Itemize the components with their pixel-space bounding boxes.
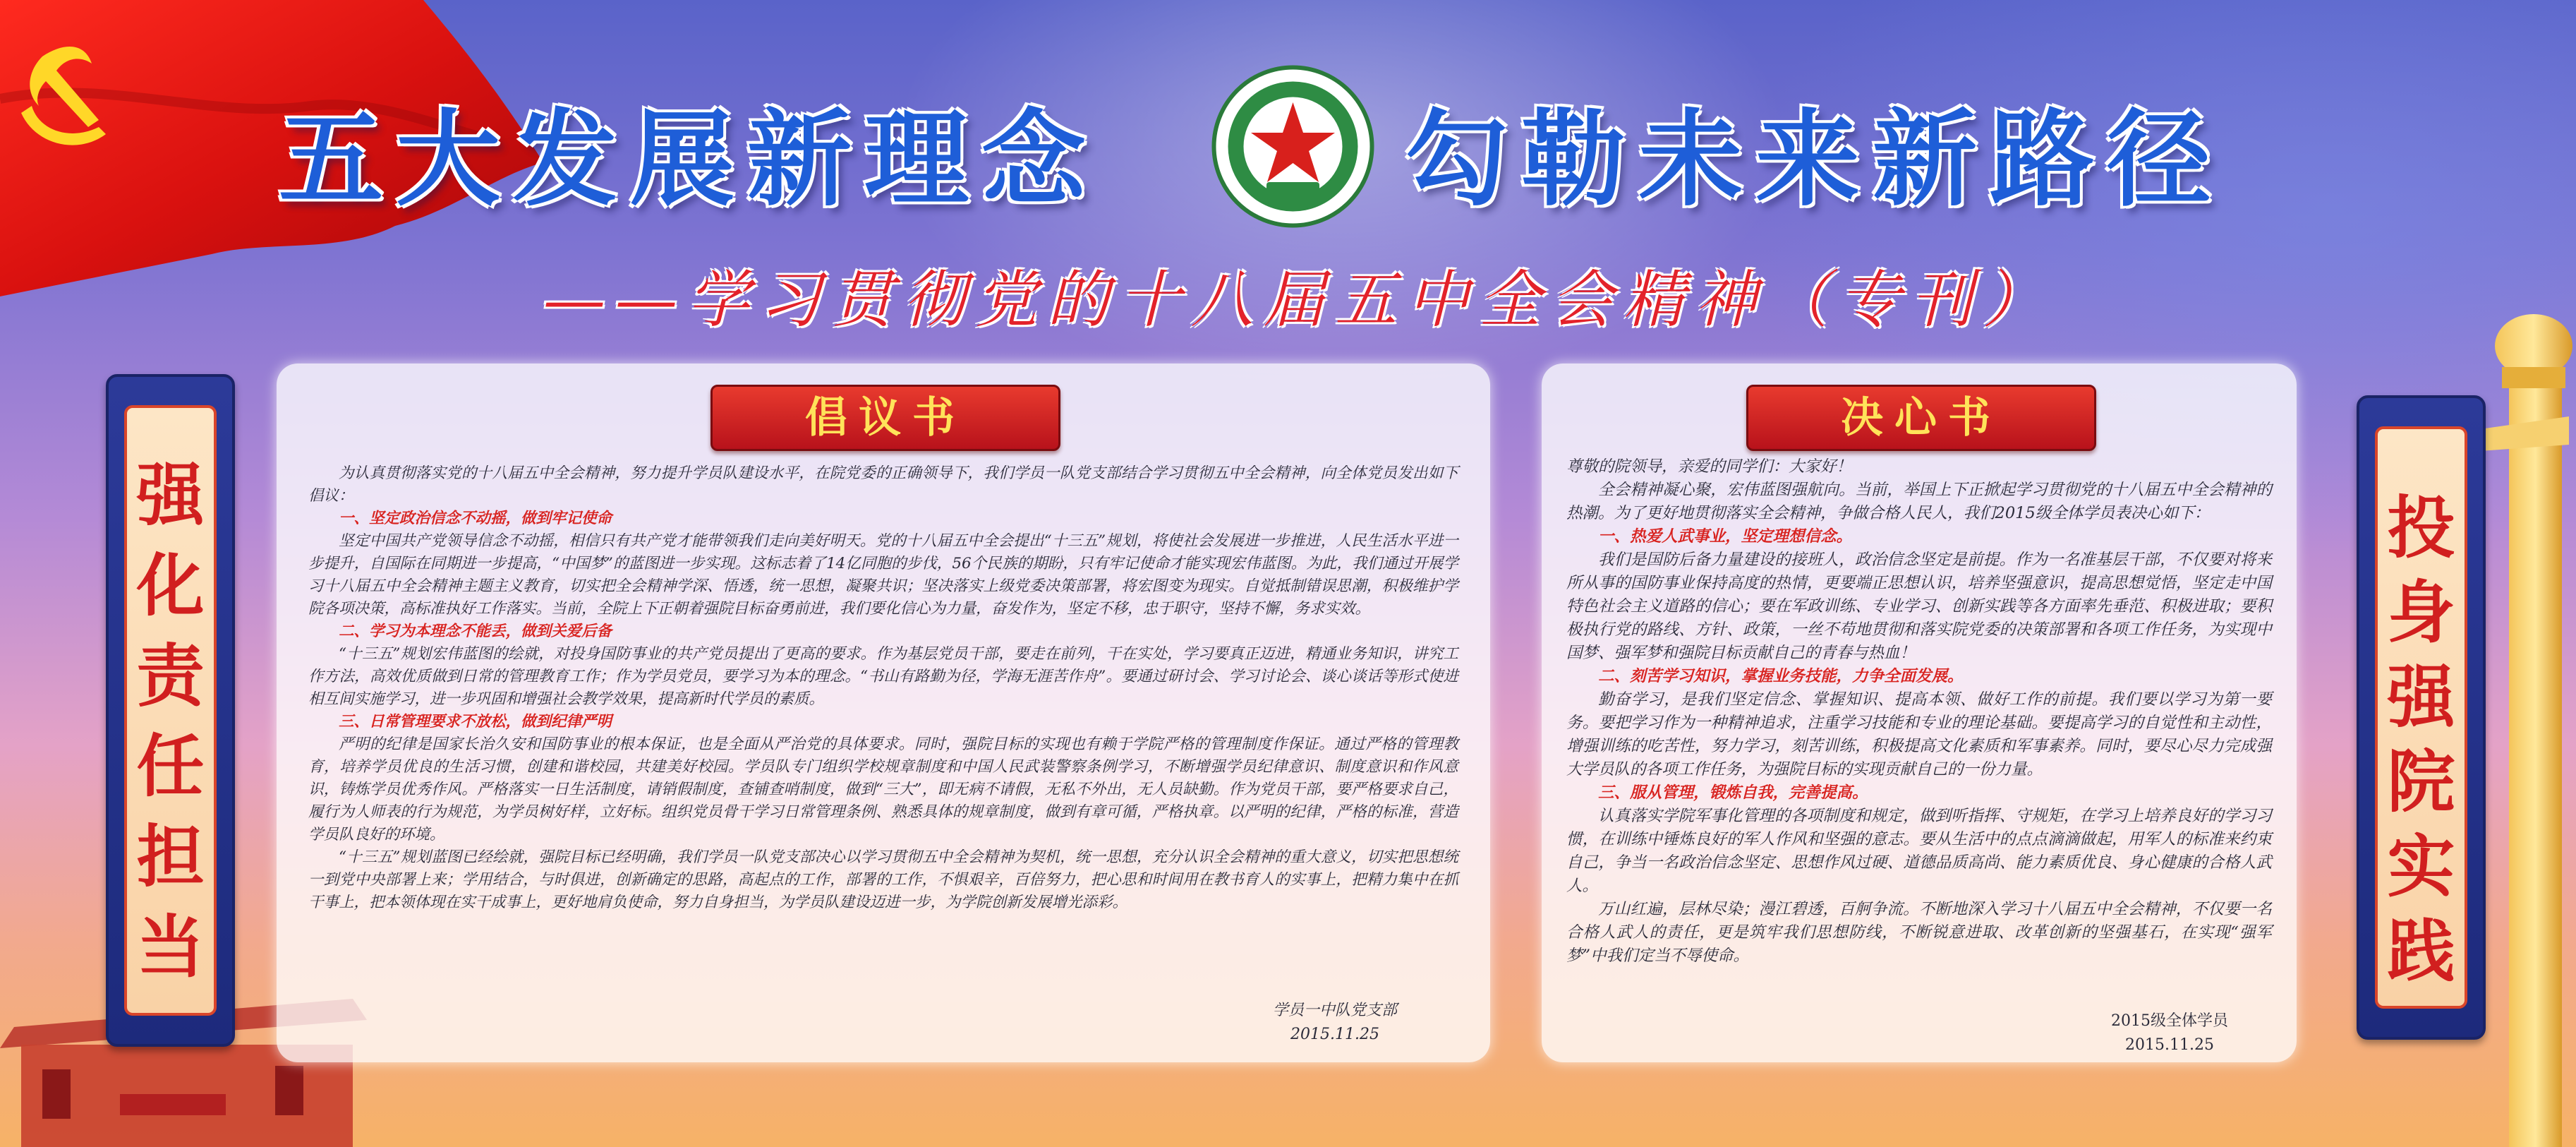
resolution-signature	[2078, 1009, 2261, 1057]
right-banner-text	[2378, 486, 2465, 994]
resolution-greeting: 尊敬的院领导，亲爱的同学们：大家好！	[1566, 457, 1853, 476]
proposal-section-2-heading: 二、学习为本理念不能丢，做到关爱后备	[339, 623, 612, 640]
left-banner-text	[127, 450, 214, 992]
proposal-section-1-heading: 一、坚定政治信念不动摇，做到牢记使命	[339, 510, 612, 527]
subtitle: ——学习贯彻党的十八届五中全会精神（专刊）	[543, 263, 2055, 336]
proposal-closing: “十三五”规划蓝图已经绘就，强院目标已经明确，我们学员一队党支部决心以学习贯彻五中全会精神为契机，统一思想，充分认识全会精神的重大意义，切实把思想统一到党中央部署上来；学用结合，与时俱进，创新确定的思路，高起点的工作，部署的工作，不惧艰辛，百倍努力，把心思和时间用在教书育人的实事上，把精力集中在抓干事上，把本领体现在实干成事上，更好地肩负使命，努力自身担当，为学员队建设迈进一步，为学院创新发展增光添彩。	[308, 848, 1458, 911]
school-emblem	[1210, 64, 1376, 229]
resolution-section-2-body: 勤奋学习，是我们坚定信念、掌握知识、提高本领、做好工作的前提。我们要以学习为第一要务。要把学习作为一种精神追求，注重学习技能和专业的理论基础。要提高学习的自觉性和主动性，增强训练的吃苦性，努力学习，刻苦训练，积极提高文化素质和军事素养。同时，要尽心尽力完成强大学员队的各项工作任务，为强院目标的实现贡献自己的一份力量。	[1566, 690, 2272, 779]
resolution-section-3-heading: 三、服从管理，锻炼自我，完善提高。	[1598, 783, 1868, 802]
left-banner-char: 当	[136, 907, 205, 987]
proposal-signature-org: 学员一中队党支部	[1272, 1002, 1397, 1019]
right-banner-char: 实	[2387, 827, 2455, 906]
main-title-left: 五大发展新理念	[279, 99, 1099, 220]
right-banner-frame	[2375, 426, 2467, 1009]
left-banner-frame	[124, 405, 217, 1016]
proposal-section-1-body: 坚定中国共产党领导信念不动摇，相信只有共产党才能带领我们走向美好明天。党的十八届五中全会提出“十三五”规划，将使社会发展进一步推进，人民生活水平进一步提升，自国际在同期进一步提高，“中国梦”的蓝图进一步实现。这标志着了14亿同胞的步伐，56个民族的期盼，只有牢记使命才能实现宏伟蓝图。为此，我们通过开展学习十八届五中全会精神主题主义教育，切实把全会精神学深、悟透，统一思想，凝聚共识；坚决落实上级党委决策部署，将宏图变为现实。自觉抵制错误思潮，积极维护学院各项决策，高标准执好工作落实。当前，全院上下正朝着强院目标奋勇前进，我们要化信心为力量，奋发作为，坚定不移，忠于职守，坚持不懈，务求实效。	[308, 532, 1458, 618]
left-vertical-banner	[106, 374, 235, 1047]
right-banner-char: 投	[2387, 488, 2455, 568]
resolution-section-3-body: 认真落实学院军事化管理的各项制度和规定，做到听指挥、守规矩，在学习上培养良好的学习习惯，在训练中锤炼良好的军人作风和坚强的意志。要从生活中的点点滴滴做起，用军人的标准来约束自己，争当一名政治信念坚定、思想作风过硬、道德品质高尚、能力素质优良、身心健康的合格人武人。	[1566, 807, 2272, 895]
left-banner-char: 任	[136, 726, 205, 806]
resolution-heading: 决心书	[1746, 385, 2096, 451]
proposal-signature	[1243, 999, 1427, 1047]
proposal-panel	[277, 364, 1490, 1062]
proposal-heading: 倡议书	[710, 385, 1060, 451]
main-title-right: 勾勒未来新路径	[1404, 99, 2224, 220]
left-banner-char: 强	[136, 455, 205, 535]
right-banner-char: 强	[2387, 657, 2455, 737]
resolution-section-1-heading: 一、热爱人武事业，坚定理想信念。	[1598, 527, 1853, 546]
resolution-closing: 万山红遍，层林尽染；漫江碧透，百舸争流。不断地深入学习十八届五中全会精神，不仅要一名合格人武人的责任，更是筑牢我们思想防线，不断锐意进取、改革创新的坚强基石，在实现“强军梦”中我们定当不辱使命。	[1566, 900, 2272, 965]
resolution-signature-date: 2015.11.25	[2125, 1036, 2214, 1054]
resolution-panel	[1542, 364, 2297, 1062]
right-vertical-banner	[2357, 395, 2486, 1040]
proposal-section-3-heading: 三、日常管理要求不放松，做到纪律严明	[339, 713, 612, 731]
proposal-section-3-body: 严明的纪律是国家长治久安和国防事业的根本保证，也是全面从严治党的具体要求。同时，强院目标的实现也有赖于学院严格的管理制度作保证。通过严格的管理教育，培养学员优良的生活习惯，创建和谐校园，共建美好校园。学员队专门组织学校规章制度和中国人民武装警察条例学习，不断增强学员纪律意识、制度意识和作风意识，铸炼学员优秀作风。严格落实一日生活制度，请销假制度，查铺查哨制度，做到“三大”，即无病不请假，无私不外出，无人员缺勤。作为党员干部，要严格要求自己，履行为人师表的行为规范，为学员树好样，立好标。组织党员骨干学习日常管理条例、熟悉具体的规章制度，做到有章可循，严格执章。以严明的纪律，严格的标准，营造学员队良好的环境。	[308, 735, 1458, 843]
resolution-signature-org: 2015级全体学员	[2111, 1012, 2228, 1030]
resolution-section-1-body: 我们是国防后备力量建设的接班人，政治信念坚定是前提。作为一名准基层干部，不仅要对将来所从事的国防事业保持高度的热情，更要端正思想认识，培养坚强意识，提高思想觉悟，坚定走中国特色社会主义道路的信心；要在军政训练、专业学习、创新实践等各方面率先垂范、积极进取；要积极执行党的路线、方针、政策，一丝不苟地贯彻和落实院党委的决策部署和各项工作任务，为实现中国梦、强军梦和强院目标贡献自己的青春与热血！	[1566, 551, 2272, 662]
right-banner-char: 践	[2387, 911, 2455, 991]
proposal-signature-date: 2015.11.25	[1290, 1026, 1379, 1043]
left-banner-char: 化	[136, 546, 205, 625]
resolution-section-2-heading: 二、刻苦学习知识，掌握业务技能，力争全面发展。	[1598, 667, 1964, 685]
right-banner-char: 身	[2387, 572, 2455, 652]
right-banner-char: 院	[2387, 742, 2455, 822]
proposal-section-2-body: “十三五”规划宏伟蓝图的绘就，对投身国防事业的共产党员提出了更高的要求。作为基层党员干部，要走在前列，干在实处，学习要真正迈进，精通业务知识，讲究工作方法，高效优质做到日常的管理教育工作；作为学员党员，要学习为本的理念。“书山有路勤为径，学海无涯苦作舟”。要通过研讨会、学习讨论会、谈心谈话等形式使进相互间实施学习，进一步巩固和增强社会教学效果，提高新时代学员的素质。	[308, 645, 1458, 708]
resolution-intro: 全会精神凝心聚，宏伟蓝图强航向。当前，举国上下正掀起学习贯彻党的十八届五中全会精神的热潮。为了更好地贯彻落实全会精神，争做合格人民人，我们2015级全体学员表决心如下：	[1566, 481, 2272, 522]
left-banner-char: 担	[136, 817, 205, 896]
proposal-body	[308, 462, 1458, 914]
resolution-body	[1566, 455, 2272, 968]
proposal-intro: 为认真贯彻落实党的十八届五中全会精神，努力提升学员队建设水平，在院党委的正确领导下，我们学员一队党支部结合学习贯彻五中全会精神，向全体党员发出如下倡议：	[308, 464, 1458, 505]
left-banner-char: 责	[136, 636, 205, 716]
